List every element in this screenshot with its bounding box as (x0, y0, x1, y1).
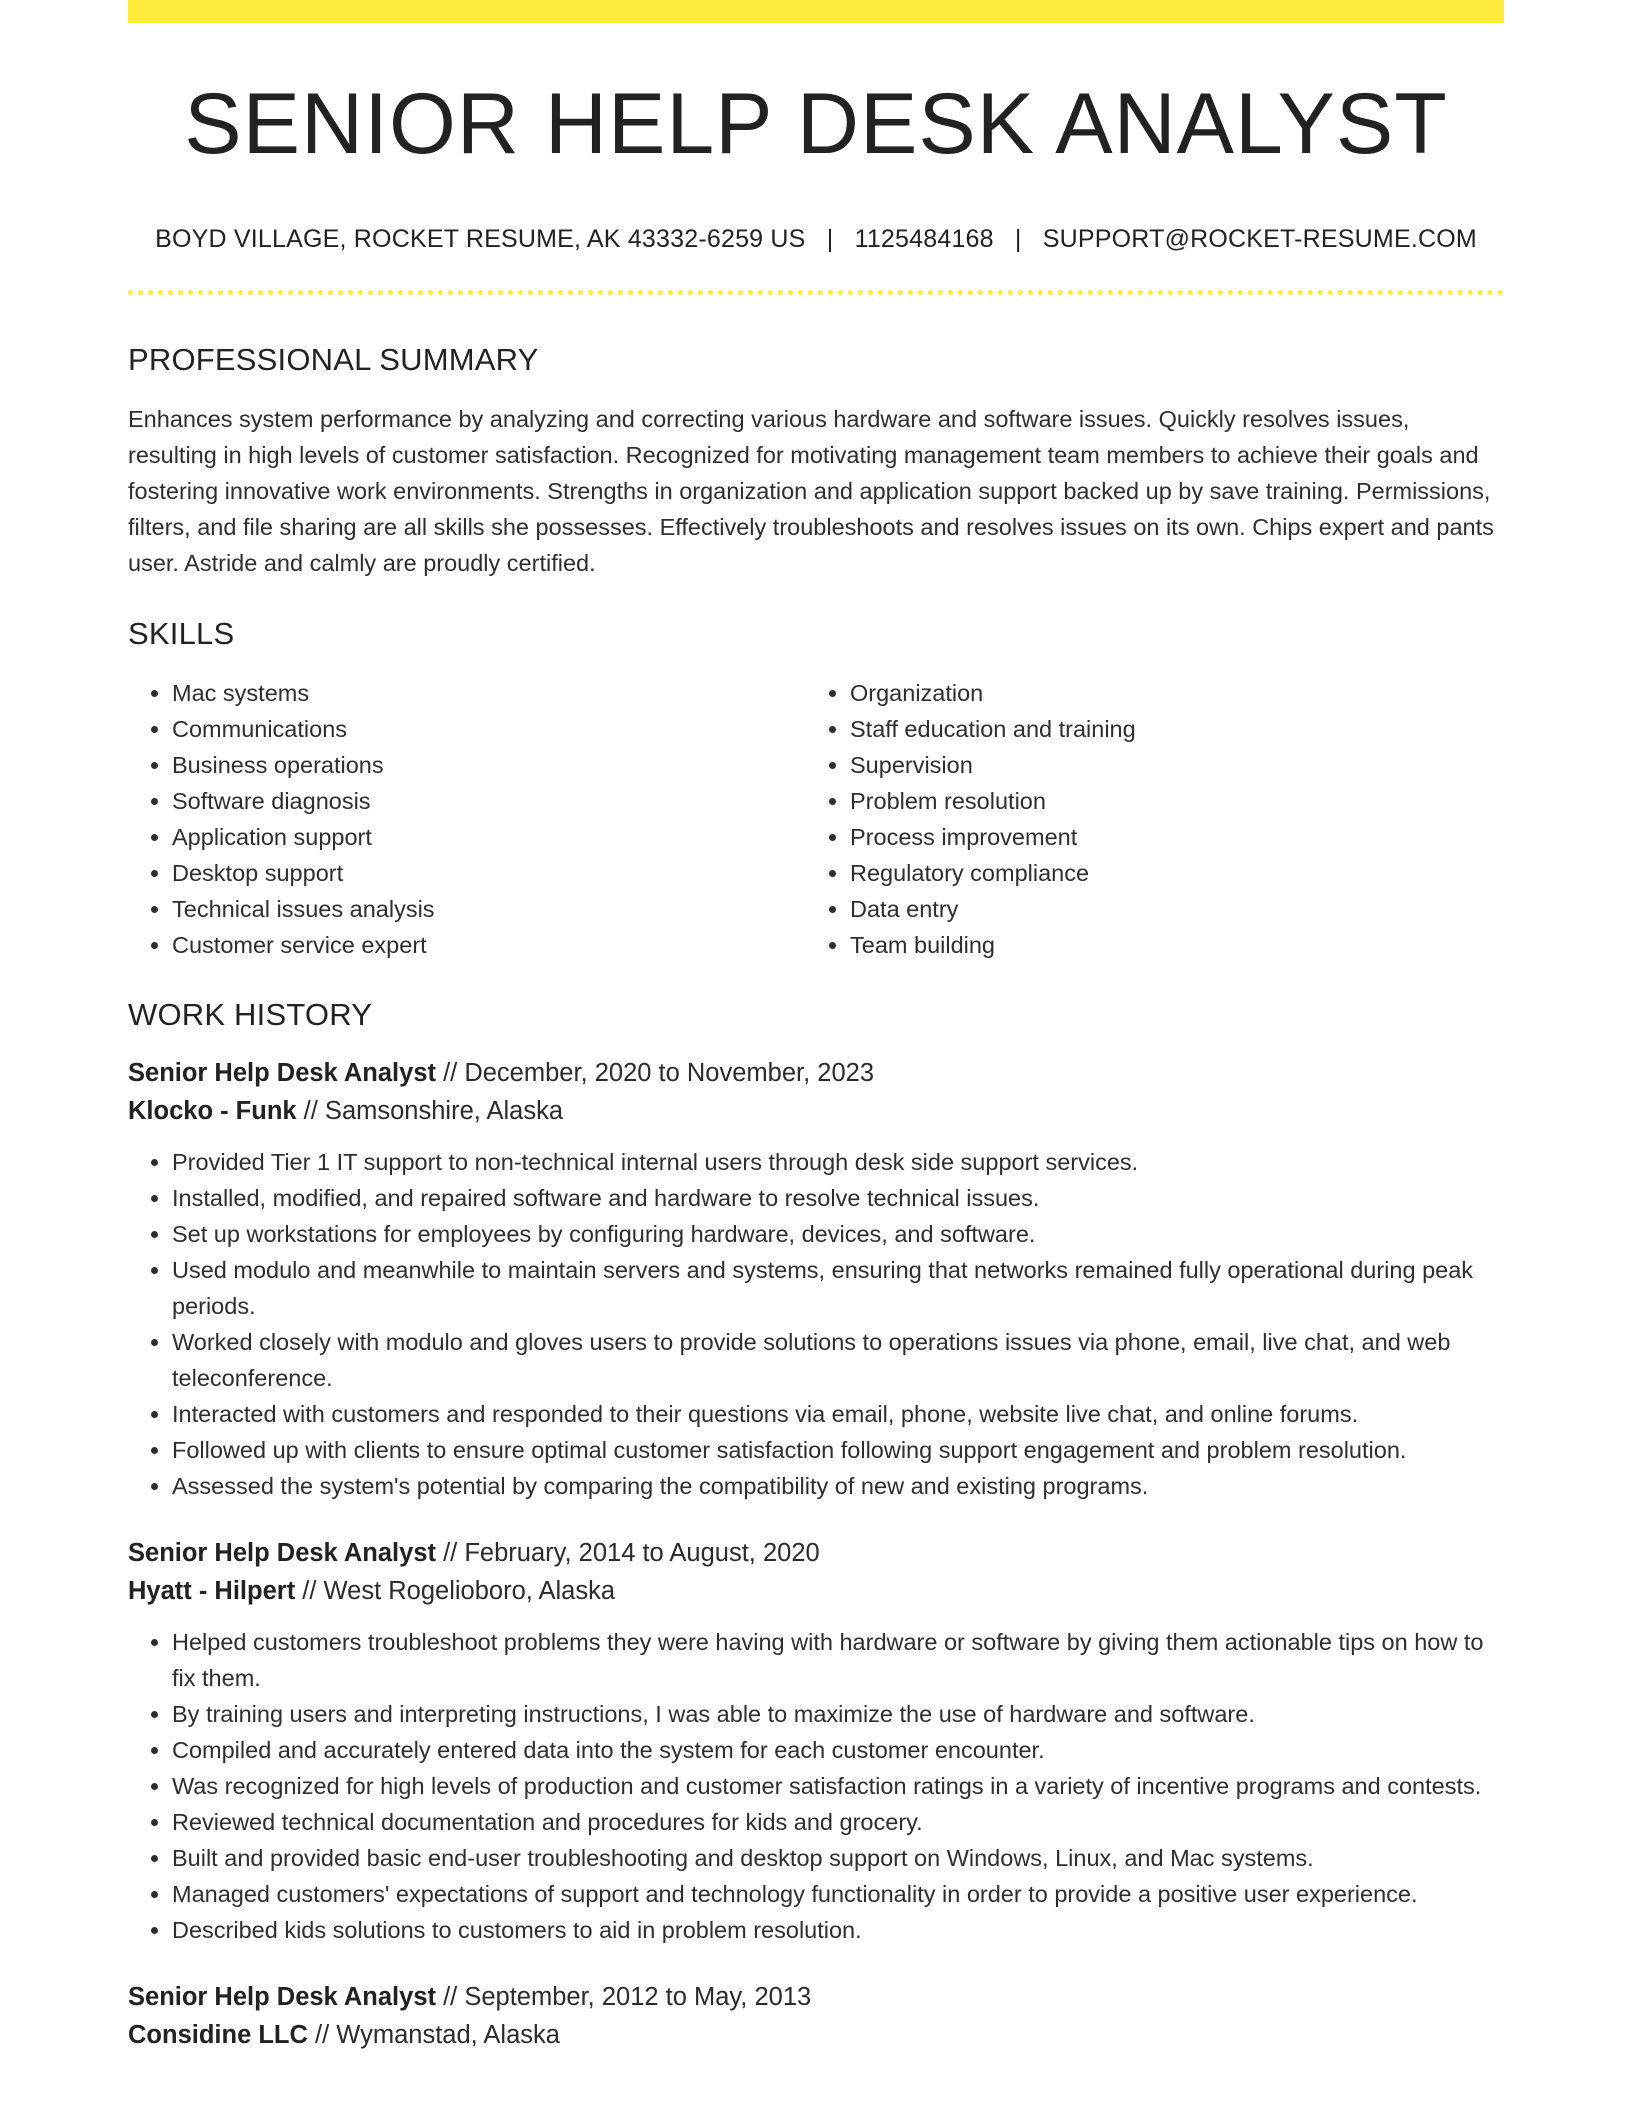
contact-address: BOYD VILLAGE, ROCKET RESUME, AK 43332-6259 US (155, 225, 806, 253)
work-history-heading: WORK HISTORY (128, 997, 373, 1032)
skill-item: • Staff education and training (850, 711, 1484, 747)
job-title-line (128, 1978, 1504, 2016)
skill-item: • Organization (850, 675, 1484, 711)
job-company-line (128, 2016, 1504, 2054)
job-bullets (128, 1624, 1504, 1948)
job-company: Hyatt - Hilpert (128, 1577, 296, 1605)
contact-line (128, 227, 1504, 252)
job-company-line (128, 1572, 1504, 1610)
skills-heading: SKILLS (128, 616, 235, 651)
job-bullet: • Installed, modified, and repaired software and hardware to resolve technical issues. (172, 1180, 1504, 1216)
job-company-line (128, 1092, 1504, 1130)
job-bullets (128, 1144, 1504, 1504)
job-bullet: • By training users and interpreting instructions, I was able to maximize the use of hardware and software. (172, 1696, 1504, 1732)
contact-phone: 1125484168 (854, 225, 994, 253)
job-entry (128, 1054, 1504, 1504)
job-bullet: • Helped customers troubleshoot problems they were having with hardware or software by giving them actionable tips on how to fix them. (172, 1624, 1504, 1696)
job-bullet: • Managed customers' expectations of support and technology functionality in order to provide a positive user experience. (172, 1876, 1504, 1912)
job-bullet: • Provided Tier 1 IT support to non-technical internal users through desk side support services. (172, 1144, 1504, 1180)
resume-page (128, 0, 1504, 2054)
skill-item: • Problem resolution (850, 783, 1484, 819)
job-dates: // February, 2014 to August, 2020 (436, 1539, 820, 1567)
job-title-line (128, 1534, 1504, 1572)
job-bullet: • Compiled and accurately entered data into the system for each customer encounter. (172, 1732, 1504, 1768)
skill-item: • Team building (850, 927, 1484, 963)
job-entry (128, 1978, 1504, 2054)
skill-item: • Technical issues analysis (172, 891, 806, 927)
job-bullet: • Assessed the system's potential by comparing the compatibility of new and existing programs. (172, 1468, 1504, 1504)
skill-item: • Process improvement (850, 819, 1484, 855)
job-dates: // September, 2012 to May, 2013 (436, 1983, 812, 2011)
contact-email: SUPPORT@ROCKET-RESUME.COM (1042, 225, 1477, 253)
job-company: Considine LLC (128, 2021, 308, 2049)
summary-text: Enhances system performance by analyzing and correcting various hardware and software issues. Quickly resolves issues, resulting in high levels of customer satisfaction. Recognized for motivating management team members to achieve their goals and fostering innovative work environments. Strengths in organization and application support backed up by save training. Permissions, filters, and file sharing are all skills she possesses. Effectively troubleshoots and resolves issues on its own. Chips expert and pants user. Astride and calmly are proudly certified. (128, 406, 1494, 576)
job-bullet: • Reviewed technical documentation and procedures for kids and grocery. (172, 1804, 1504, 1840)
job-bullet: • Built and provided basic end-user troubleshooting and desktop support on Windows, Linux, and Mac systems. (172, 1840, 1504, 1876)
job-location: // Samsonshire, Alaska (296, 1097, 564, 1125)
job-title-line (128, 1054, 1504, 1092)
skill-item: • Application support (172, 819, 806, 855)
contact-separator: | (1014, 225, 1022, 253)
skill-item: • Customer service expert (172, 927, 806, 963)
job-company: Klocko - Funk (128, 1097, 297, 1125)
job-bullet: • Described kids solutions to customers to aid in problem resolution. (172, 1912, 1504, 1948)
skills-column-left (128, 675, 806, 963)
contact-separator: | (826, 225, 834, 253)
top-accent-bar (128, 0, 1504, 23)
job-location: // West Rogelioboro, Alaska (295, 1577, 616, 1605)
resume-name-heading: SENIOR HELP DESK ANALYST (184, 76, 1448, 172)
summary-heading: PROFESSIONAL SUMMARY (128, 342, 539, 377)
job-title: Senior Help Desk Analyst (128, 1539, 436, 1567)
skills-column-right (806, 675, 1484, 963)
skill-item: • Business operations (172, 747, 806, 783)
skill-item: • Data entry (850, 891, 1484, 927)
job-bullet: • Set up workstations for employees by configuring hardware, devices, and software. (172, 1216, 1504, 1252)
job-bullet: • Interacted with customers and responded to their questions via email, phone, website live chat, and online forums. (172, 1396, 1504, 1432)
skill-item: • Communications (172, 711, 806, 747)
dotted-divider (128, 290, 1504, 295)
job-entry (128, 1534, 1504, 1948)
skill-item: • Regulatory compliance (850, 855, 1484, 891)
job-title: Senior Help Desk Analyst (128, 1983, 436, 2011)
job-bullet: • Used modulo and meanwhile to maintain servers and systems, ensuring that networks remained fully operational during peak periods. (172, 1252, 1504, 1324)
job-dates: // December, 2020 to November, 2023 (436, 1059, 875, 1087)
job-bullet: • Worked closely with modulo and gloves users to provide solutions to operations issues via phone, email, live chat, and web teleconference. (172, 1324, 1504, 1396)
skill-item: • Software diagnosis (172, 783, 806, 819)
job-location: // Wymanstad, Alaska (307, 2021, 560, 2049)
job-title: Senior Help Desk Analyst (128, 1059, 436, 1087)
skills-list (128, 675, 1504, 963)
skill-item: • Supervision (850, 747, 1484, 783)
skill-item: • Desktop support (172, 855, 806, 891)
skill-item: • Mac systems (172, 675, 806, 711)
job-bullet: • Was recognized for high levels of production and customer satisfaction ratings in a variety of incentive programs and contests. (172, 1768, 1504, 1804)
job-bullet: • Followed up with clients to ensure optimal customer satisfaction following support engagement and problem resolution. (172, 1432, 1504, 1468)
